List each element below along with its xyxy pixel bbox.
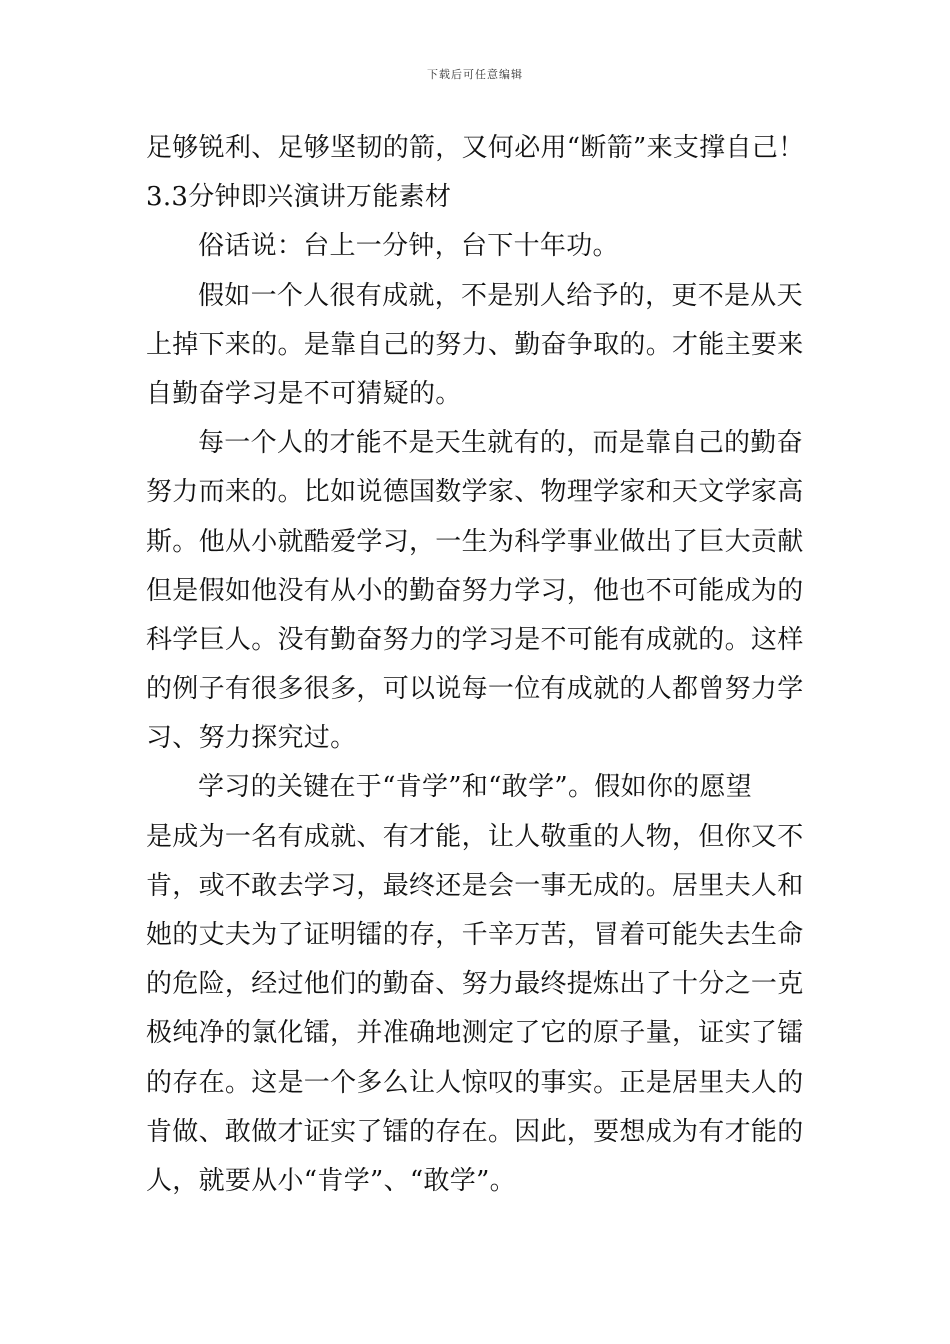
text-line: 的危险，经过他们的勤奋、努力最终提炼出了十分之一克: [146, 969, 804, 1000]
text-line: 努力而来的。比如说德国数学家、物理学家和天文学家高: [146, 477, 804, 508]
text-line: 肯做、敢做才证实了镭的存在。因此，要想成为有才能的: [146, 1116, 804, 1147]
text-line: 她的丈夫为了证明镭的存，千辛万苦，冒着可能失去生命: [146, 920, 804, 950]
page-header: 下载后可任意编辑: [427, 68, 523, 81]
text-line: 足够锐利、足够坚韧的箭，又何必用“断箭”来支撑自己！: [146, 133, 805, 163]
section-heading: 3.3分钟即兴演讲万能素材: [146, 182, 452, 213]
paragraph-first-line: 学习的关键在于“肯学”和“敢学”。假如你的愿望: [198, 772, 753, 803]
text-line: 肯，或不敢去学习，最终还是会一事无成的。居里夫人和: [146, 870, 804, 901]
document-body: [146, 124, 811, 1206]
text-line: 是成为一名有成就、有才能，让人敬重的人物，但你又不: [146, 821, 804, 852]
paragraph-first-line: 俗话说：台上一分钟，台下十年功。: [198, 231, 619, 262]
paragraph-first-line: 每一个人的才能不是天生就有的，而是靠自己的勤奋: [198, 428, 803, 459]
text-line: 的存在。这是一个多么让人惊叹的事实。正是居里夫人的: [146, 1067, 804, 1098]
paragraph-first-line: 假如一个人很有成就，不是别人给予的，更不是从天: [198, 280, 803, 311]
text-line: 的例子有很多很多，可以说每一位有成就的人都曾努力学: [146, 674, 804, 705]
text-line: 极纯净的氯化镭，并准确地测定了它的原子量，证实了镭: [146, 1018, 804, 1049]
text-line: 上掉下来的。是靠自己的努力、勤奋争取的。才能主要来: [146, 329, 804, 360]
text-line: 但是假如他没有从小的勤奋努力学习，他也不可能成为的: [146, 575, 804, 606]
text-line: 人，就要从小“肯学”、“敢学”。: [146, 1165, 516, 1196]
text-line: 自勤奋学习是不可猜疑的。: [146, 378, 462, 409]
text-line: 斯。他从小就酷爱学习，一生为科学事业做出了巨大贡献: [146, 526, 804, 557]
text-line: 科学巨人。没有勤奋努力的学习是不可能有成就的。这样: [146, 624, 804, 655]
text-line: 习、努力探究过。: [146, 723, 357, 754]
